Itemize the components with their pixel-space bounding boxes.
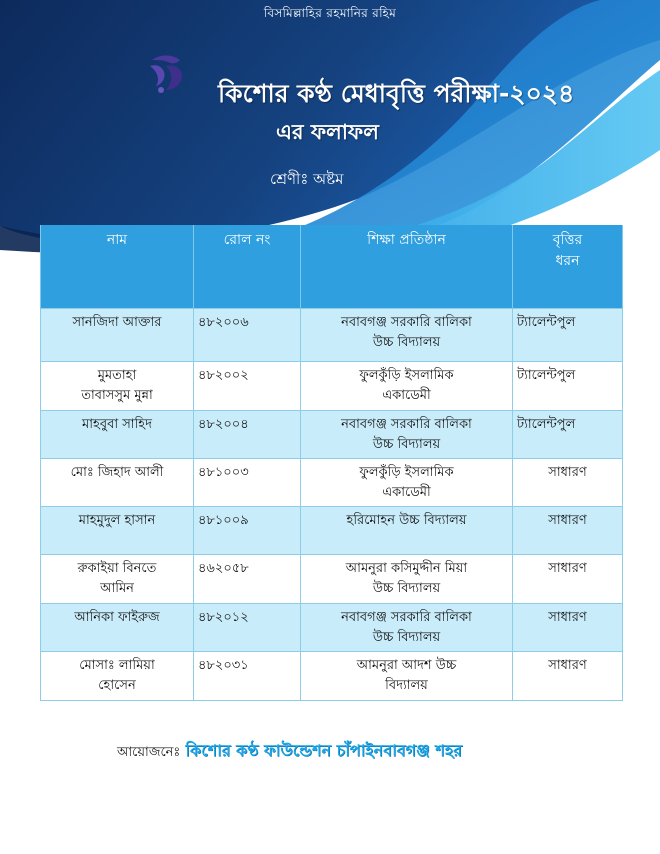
cell-scholarship-type: সাধারণ <box>513 604 623 652</box>
cell-scholarship-type: সাধারণ <box>513 459 623 507</box>
cell-institution: আমনুরা আদশ উচ্চ বিদ্যালয় <box>301 652 513 701</box>
cell-scholarship-type: ট্যালেন্টপুল <box>513 411 623 459</box>
cell-institution: ফুলকুঁড়ি ইসলামিক একাডেমী <box>301 362 513 411</box>
class-label: শ্রেণীঃ অষ্টম <box>270 170 344 188</box>
cell-name: মাহবুবা সাহিদ <box>41 411 194 459</box>
cell-roll: ৪৮২০০২ <box>194 362 301 411</box>
table-row <box>41 555 623 604</box>
cell-roll: ৪৮২০১২ <box>194 604 301 652</box>
table-row <box>41 459 623 507</box>
table-row <box>41 652 623 701</box>
bismillah-text: বিসমিল্লাহির রহমানির রহিম <box>263 6 397 20</box>
column-header-institution: শিক্ষা প্রতিষ্ঠান <box>301 225 513 309</box>
column-header-scholarship-type: বৃত্তির ধরন <box>513 225 623 309</box>
cell-scholarship-type: সাধারণ <box>513 652 623 701</box>
cell-scholarship-type: ট্যালেন্টপুল <box>513 362 623 411</box>
cell-institution: নবাবগঞ্জ সরকারি বালিকা উচ্চ বিদ্যালয় <box>301 309 513 362</box>
cell-roll: ৪৬২০৫৮ <box>194 555 301 604</box>
page-subtitle: এর ফলাফল <box>276 120 379 144</box>
column-header-name: নাম <box>41 225 194 309</box>
cell-scholarship-type: সাধারণ <box>513 555 623 604</box>
organizer-name: কিশোর কণ্ঠ ফাউন্ডেশন চাঁপাইনবাবগঞ্জ শহর <box>185 741 463 760</box>
kishor-kantha-logo-icon <box>146 52 186 96</box>
table-row <box>41 604 623 652</box>
cell-roll: ৪৮২০০৪ <box>194 411 301 459</box>
cell-name: রুকাইয়া বিনতে আমিন <box>41 555 194 604</box>
results-table <box>40 225 623 701</box>
table-header-row <box>41 225 623 309</box>
cell-name: মাহমুদুল হাসান <box>41 507 194 555</box>
cell-institution: ফুলকুঁড়ি ইসলামিক একাডেমী <box>301 459 513 507</box>
cell-scholarship-type: সাধারণ <box>513 507 623 555</box>
cell-name: মোঃ জিহাদ আলী <box>41 459 194 507</box>
cell-roll: ৪৮১০০৩ <box>194 459 301 507</box>
table-row <box>41 507 623 555</box>
cell-roll: ৪৮২০০৬ <box>194 309 301 362</box>
cell-name: মুমতাহা তাবাসসুম মুন্না <box>41 362 194 411</box>
cell-institution: নবাবগঞ্জ সরকারি বালিকা উচ্চ বিদ্যালয় <box>301 411 513 459</box>
cell-institution: হরিমোহন উচ্চ বিদ্যালয় <box>301 507 513 555</box>
table-row <box>41 309 623 362</box>
page-title: কিশোর কণ্ঠ মেধাবৃত্তি পরীক্ষা-২০২৪ <box>218 79 575 108</box>
cell-name: মোসাঃ লামিয়া হোসেন <box>41 652 194 701</box>
column-header-roll: রোল নং <box>194 225 301 309</box>
cell-name: আনিকা ফাইরুজ <box>41 604 194 652</box>
cell-name: সানজিদা আক্তার <box>41 309 194 362</box>
cell-institution: আমনুরা কসিমুদ্দীন মিয়া উচ্চ বিদ্যালয় <box>301 555 513 604</box>
cell-scholarship-type: ট্যালেন্টপুল <box>513 309 623 362</box>
cell-roll: ৪৮২০৩১ <box>194 652 301 701</box>
cell-roll: ৪৮১০০৯ <box>194 507 301 555</box>
cell-institution: নবাবগঞ্জ সরকারি বালিকা উচ্চ বিদ্যালয় <box>301 604 513 652</box>
table-row <box>41 362 623 411</box>
table-row <box>41 411 623 459</box>
organizer-footer <box>117 738 462 765</box>
organizer-label: আয়োজনেঃ <box>117 745 181 760</box>
